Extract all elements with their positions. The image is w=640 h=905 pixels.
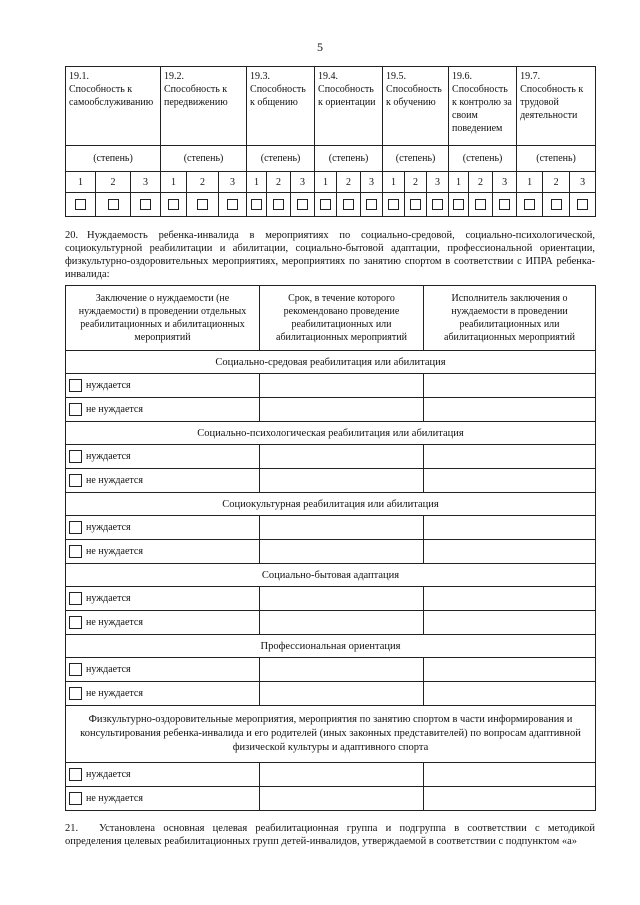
ability-title: Способность к передвижению [164, 84, 228, 108]
level-number: 3 [131, 172, 161, 193]
option-not-needs-cell [66, 682, 260, 706]
rehab-section-title: Физкультурно-оздоровительные мероприятия, мероприятия по занятию спортом в части информирования и консультирования ребенка-инвалида и его родителей (иных законных представителей) по вопросам адаптивной физической культуры и адаптивного спорта [66, 706, 596, 763]
level-cell [96, 193, 131, 217]
level-checkbox[interactable] [273, 199, 284, 210]
option-not-needs-label: не нуждается [86, 546, 143, 557]
option-needs-cell [66, 587, 260, 611]
level-cell [469, 193, 493, 217]
option-not-needs-checkbox[interactable] [69, 792, 82, 805]
level-cell [219, 193, 247, 217]
level-checkbox[interactable] [197, 199, 208, 210]
ability-column-header [449, 67, 517, 146]
level-checkbox[interactable] [453, 199, 464, 210]
level-cell [247, 193, 267, 217]
level-checkbox[interactable] [577, 199, 588, 210]
level-cell [131, 193, 161, 217]
level-checkbox[interactable] [297, 199, 308, 210]
level-number: 2 [267, 172, 291, 193]
level-number: 2 [405, 172, 427, 193]
term-field[interactable] [260, 469, 424, 493]
level-number: 1 [383, 172, 405, 193]
option-not-needs-checkbox[interactable] [69, 403, 82, 416]
rehab-section-title: Социально-бытовая адаптация [66, 564, 596, 587]
section-21-body: Установлена основная целевая реабилитационная группа и подгруппа в соответствии с методикой определения целевых реабилитационных групп детей-инвалидов, утверждаемой в соответствии с подпунктом «а» [65, 823, 595, 847]
term-field[interactable] [260, 587, 424, 611]
term-field[interactable] [260, 374, 424, 398]
abilities-table [65, 66, 596, 217]
section-21-number: 21. [65, 823, 79, 834]
ability-id: 19.4. [318, 71, 339, 82]
ability-column-header [315, 67, 383, 146]
option-not-needs-cell [66, 787, 260, 811]
option-needs-label: нуждается [86, 664, 131, 675]
level-checkbox[interactable] [410, 199, 421, 210]
ability-column-header [66, 67, 161, 146]
executor-field[interactable] [424, 540, 596, 564]
executor-field[interactable] [424, 658, 596, 682]
level-checkbox[interactable] [251, 199, 262, 210]
term-field[interactable] [260, 445, 424, 469]
level-cell [337, 193, 361, 217]
level-cell [570, 193, 596, 217]
rehab-section-title: Профессиональная ориентация [66, 635, 596, 658]
level-number: 3 [493, 172, 517, 193]
rehab-section-title: Социально-психологическая реабилитация или абилитация [66, 422, 596, 445]
level-number: 1 [315, 172, 337, 193]
option-not-needs-checkbox[interactable] [69, 687, 82, 700]
level-cell [493, 193, 517, 217]
level-checkbox[interactable] [432, 199, 443, 210]
option-needs-cell [66, 658, 260, 682]
level-number: 3 [361, 172, 383, 193]
term-field[interactable] [260, 658, 424, 682]
level-cell [267, 193, 291, 217]
level-checkbox[interactable] [168, 199, 179, 210]
level-cell [361, 193, 383, 217]
ability-title: Способность к самообслуживанию [69, 84, 154, 108]
degree-label: (степень) [383, 146, 449, 172]
option-needs-cell [66, 374, 260, 398]
ability-id: 19.7. [520, 71, 541, 82]
level-checkbox[interactable] [343, 199, 354, 210]
level-cell [543, 193, 570, 217]
header-term: Срок, в течение которого рекомендовано проведение реабилитационных или абилитационных мероприятий [260, 286, 424, 351]
executor-field[interactable] [424, 469, 596, 493]
level-checkbox[interactable] [524, 199, 535, 210]
level-cell [427, 193, 449, 217]
ability-title: Способность к трудовой деятельности [520, 84, 584, 121]
option-needs-checkbox[interactable] [69, 450, 82, 463]
ability-title: Способность к контролю за своим поведением [452, 84, 512, 134]
level-number: 1 [449, 172, 469, 193]
option-needs-checkbox[interactable] [69, 379, 82, 392]
term-field[interactable] [260, 787, 424, 811]
degree-label: (степень) [449, 146, 517, 172]
level-number: 2 [96, 172, 131, 193]
level-cell [449, 193, 469, 217]
level-number: 3 [291, 172, 315, 193]
option-not-needs-cell [66, 540, 260, 564]
ability-title: Способность к обучению [386, 84, 442, 108]
degree-label: (степень) [517, 146, 596, 172]
rehab-section-title: Социокультурная реабилитация или абилитация [66, 493, 596, 516]
level-cell [66, 193, 96, 217]
option-needs-cell [66, 516, 260, 540]
ability-column-header [161, 67, 247, 146]
ability-id: 19.2. [164, 71, 185, 82]
term-field[interactable] [260, 611, 424, 635]
executor-field[interactable] [424, 787, 596, 811]
option-needs-cell [66, 445, 260, 469]
degree-label: (степень) [66, 146, 161, 172]
level-checkbox[interactable] [227, 199, 238, 210]
level-number: 3 [427, 172, 449, 193]
level-checkbox[interactable] [388, 199, 399, 210]
term-field[interactable] [260, 682, 424, 706]
level-cell [161, 193, 187, 217]
level-cell [315, 193, 337, 217]
ability-column-header [517, 67, 596, 146]
term-field[interactable] [260, 540, 424, 564]
rehab-section-title: Социально-средовая реабилитация или абилитация [66, 351, 596, 374]
executor-field[interactable] [424, 611, 596, 635]
ability-id: 19.5. [386, 71, 407, 82]
section-20-number: 20. [65, 230, 79, 241]
ability-column-header [383, 67, 449, 146]
executor-field[interactable] [424, 374, 596, 398]
section-21-text [65, 822, 595, 848]
level-cell [187, 193, 219, 217]
executor-field[interactable] [424, 445, 596, 469]
level-cell [405, 193, 427, 217]
option-needs-label: нуждается [86, 380, 131, 391]
ability-column-header [247, 67, 315, 146]
level-cell [517, 193, 543, 217]
option-not-needs-cell [66, 469, 260, 493]
term-field[interactable] [260, 763, 424, 787]
level-number: 2 [469, 172, 493, 193]
option-needs-label: нуждается [86, 522, 131, 533]
degree-label: (степень) [161, 146, 247, 172]
level-checkbox[interactable] [475, 199, 486, 210]
executor-field[interactable] [424, 763, 596, 787]
level-checkbox[interactable] [551, 199, 562, 210]
ability-title: Способность к общению [250, 84, 306, 108]
executor-field[interactable] [424, 398, 596, 422]
option-needs-label: нуждается [86, 769, 131, 780]
option-needs-label: нуждается [86, 451, 131, 462]
level-number: 3 [570, 172, 596, 193]
level-checkbox[interactable] [499, 199, 510, 210]
level-number: 2 [543, 172, 570, 193]
ability-id: 19.1. [69, 71, 89, 82]
option-not-needs-checkbox[interactable] [69, 545, 82, 558]
option-not-needs-cell [66, 611, 260, 635]
option-not-needs-checkbox[interactable] [69, 474, 82, 487]
level-cell [291, 193, 315, 217]
term-field[interactable] [260, 516, 424, 540]
level-number: 1 [161, 172, 187, 193]
option-needs-checkbox[interactable] [69, 592, 82, 605]
option-not-needs-label: не нуждается [86, 475, 143, 486]
ability-id: 19.6. [452, 71, 473, 82]
option-needs-cell [66, 763, 260, 787]
rehabilitation-needs-table [65, 285, 596, 811]
term-field[interactable] [260, 398, 424, 422]
option-not-needs-label: не нуждается [86, 793, 143, 804]
option-not-needs-checkbox[interactable] [69, 616, 82, 629]
level-checkbox[interactable] [140, 199, 151, 210]
option-not-needs-label: не нуждается [86, 617, 143, 628]
level-checkbox[interactable] [108, 199, 119, 210]
level-number: 1 [66, 172, 96, 193]
level-number: 2 [187, 172, 219, 193]
executor-field[interactable] [424, 587, 596, 611]
level-checkbox[interactable] [320, 199, 331, 210]
option-not-needs-cell [66, 398, 260, 422]
level-number: 2 [337, 172, 361, 193]
section-20-body: Нуждаемость ребенка-инвалида в мероприятиях по социально-средовой, социально-психологической, социокультурной реабилитации и абилитации, социально-бытовой адаптации, профессиональной ориентации, физкультурно-оздоровительных мероприятиях, мероприятиях по занятию спортом в соответствии с ИПРА ребенка-инвалида: [65, 230, 595, 280]
section-20-text [65, 229, 595, 281]
level-cell [383, 193, 405, 217]
header-executor: Исполнитель заключения о нуждаемости в проведении реабилитационных или абилитационных мероприятий [424, 286, 596, 351]
ability-title: Способность к ориентации [318, 84, 376, 108]
page-number: 5 [317, 40, 323, 54]
option-needs-label: нуждается [86, 593, 131, 604]
level-number: 3 [219, 172, 247, 193]
level-number: 1 [517, 172, 543, 193]
option-needs-checkbox[interactable] [69, 521, 82, 534]
degree-label: (степень) [315, 146, 383, 172]
level-checkbox[interactable] [75, 199, 86, 210]
option-needs-checkbox[interactable] [69, 768, 82, 781]
level-number: 1 [247, 172, 267, 193]
option-not-needs-label: не нуждается [86, 688, 143, 699]
level-checkbox[interactable] [366, 199, 377, 210]
option-needs-checkbox[interactable] [69, 663, 82, 676]
executor-field[interactable] [424, 682, 596, 706]
degree-label: (степень) [247, 146, 315, 172]
option-not-needs-label: не нуждается [86, 404, 143, 415]
header-conclusion: Заключение о нуждаемости (не нуждаемости) в проведении отдельных реабилитационных и абилитационных мероприятий [66, 286, 260, 351]
ability-id: 19.3. [250, 71, 271, 82]
executor-field[interactable] [424, 516, 596, 540]
